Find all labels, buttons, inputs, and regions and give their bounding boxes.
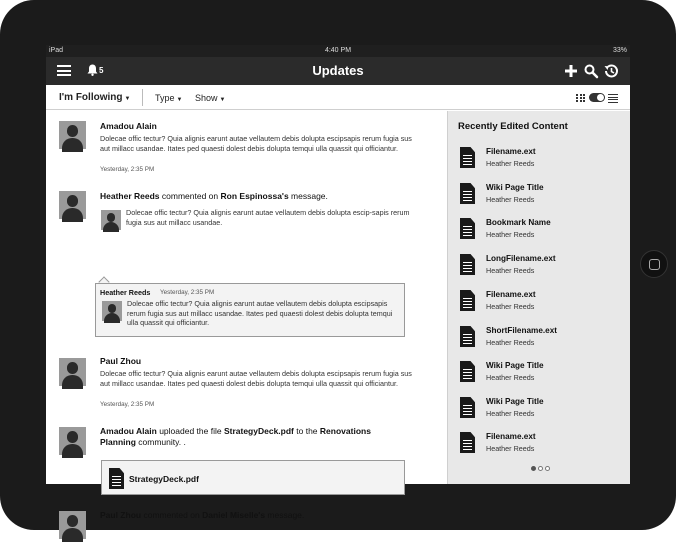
recent-item-name: Bookmark Name <box>486 218 551 227</box>
device-label: iPad <box>49 47 64 54</box>
home-button-icon <box>649 259 660 270</box>
list-view-icon[interactable] <box>608 94 618 102</box>
recent-item[interactable] <box>448 358 631 388</box>
recent-item-user: Heather Reeds <box>486 444 535 453</box>
recent-item-name: ShortFilename.ext <box>486 326 557 335</box>
recent-item-user: Heather Reeds <box>486 409 535 418</box>
file-icon <box>460 254 475 275</box>
post-community-link[interactable]: Renovations Planning <box>100 426 371 447</box>
reply-time: Yesterday, 2:35 PM <box>160 289 215 296</box>
reply-body: Dolecae offic tectur? Quia alignis earunt autae vellautem debis dolupta escipsapis rerum fugia sus aut millacc usandae. Itates ped quaesti dolest debis dolupta temqui ulla quassit qui officiantur. <box>127 299 393 327</box>
recent-item-name: Filename.ext <box>486 147 536 156</box>
panel-title: Recently Edited Content <box>458 121 568 132</box>
show-label: Show <box>195 93 218 103</box>
grid-view-icon[interactable] <box>576 94 585 102</box>
post-suffix: message. <box>291 191 328 201</box>
chevron-down-icon: ▼ <box>219 97 226 103</box>
file-icon <box>109 468 124 489</box>
notification-count: 5 <box>99 66 104 75</box>
avatar[interactable] <box>59 358 86 386</box>
type-dropdown[interactable] <box>155 93 182 103</box>
avatar[interactable] <box>59 427 86 455</box>
type-label: Type <box>155 93 175 103</box>
following-label: I'm Following <box>59 92 123 103</box>
post-file-link[interactable]: StrategyDeck.pdf <box>223 426 294 436</box>
post-preposition: to the <box>296 426 318 436</box>
file-icon <box>460 361 475 382</box>
activity-feed <box>46 111 447 520</box>
post-suffix: message. <box>267 510 305 520</box>
recent-item[interactable] <box>448 429 631 459</box>
attachment-name: StrategyDeck.pdf <box>129 474 199 484</box>
home-button[interactable] <box>640 250 668 278</box>
post-suffix: community. . <box>138 437 186 447</box>
file-attachment[interactable] <box>101 460 405 495</box>
page-dots[interactable] <box>531 466 551 472</box>
recent-item-user: Heather Reeds <box>486 195 535 204</box>
chevron-down-icon: ▼ <box>124 96 131 102</box>
recent-item[interactable] <box>448 251 631 281</box>
avatar <box>102 301 122 321</box>
page-title: Updates <box>312 63 364 78</box>
recent-item-name: Filename.ext <box>486 290 536 299</box>
view-toggle[interactable] <box>589 93 605 102</box>
file-icon <box>460 147 475 168</box>
following-dropdown[interactable] <box>59 92 130 103</box>
show-dropdown[interactable] <box>195 93 225 103</box>
page-dot[interactable] <box>538 466 543 471</box>
clock: 4:40 PM <box>324 47 352 54</box>
recent-item-user: Heather Reeds <box>486 159 535 168</box>
avatar[interactable] <box>59 511 86 539</box>
post-body: Dolecae offic tectur? Quia alignis earunt autae vellautem debis dolupta escipsapis rerum fugia sus aut millacc usandae. Itates ped quaesti dolest debis dolupta temqui ulla quassit qui officiantur. <box>100 369 412 388</box>
post-body: Dolecae offic tectur? Quia alignis earunt autae vellautem debis dolupta escipsapis rerum fugia sus aut millacc usandae. Itates ped quaesti dolest debis dolupta temqui ulla quassit qui officiantur. <box>100 134 412 153</box>
battery-level: 33% <box>612 47 627 54</box>
recent-item-name: Wiki Page Title <box>486 183 544 192</box>
post-verb: commented on <box>143 510 200 520</box>
post-verb: uploaded the file <box>159 426 222 436</box>
recent-item-user: Heather Reeds <box>486 302 535 311</box>
recent-item-user: Heather Reeds <box>486 338 535 347</box>
file-icon <box>460 183 475 204</box>
recent-item-user: Heather Reeds <box>486 266 535 275</box>
post-target[interactable]: Ron Espinossa's <box>220 191 289 201</box>
file-icon <box>460 397 475 418</box>
recent-item[interactable] <box>448 323 631 353</box>
recent-item-name: Wiki Page Title <box>486 397 544 406</box>
recent-item-name: LongFilename.ext <box>486 254 556 263</box>
page-dot[interactable] <box>531 466 536 471</box>
recent-item[interactable] <box>448 215 631 245</box>
post-verb: commented on <box>161 191 219 201</box>
recent-item-name: Wiki Page Title <box>486 361 544 370</box>
post-author[interactable]: Paul Zhou <box>100 510 142 520</box>
file-icon <box>460 290 475 311</box>
recent-content-panel <box>447 111 630 484</box>
post-time: Yesterday, 2:35 PM <box>100 401 155 408</box>
chevron-down-icon: ▼ <box>176 97 183 103</box>
plus-icon[interactable] <box>563 63 579 79</box>
search-icon[interactable] <box>583 63 599 79</box>
post-author[interactable]: Amadou Alain <box>100 426 157 436</box>
reply-author[interactable]: Heather Reeds <box>100 288 151 297</box>
recent-item-user: Heather Reeds <box>486 373 535 382</box>
file-icon <box>460 432 475 453</box>
post-author[interactable]: Amadou Alain <box>100 121 157 131</box>
history-icon[interactable] <box>603 63 619 79</box>
post-author[interactable]: Heather Reeds <box>100 191 160 201</box>
page-dot[interactable] <box>545 466 550 471</box>
file-icon <box>460 218 475 239</box>
post-author[interactable]: Paul Zhou <box>100 356 142 366</box>
avatar[interactable] <box>101 210 121 230</box>
post-headline <box>100 510 440 520</box>
status-bar <box>46 45 630 57</box>
post-target[interactable]: Daniel Miselle's <box>202 510 266 520</box>
avatar[interactable] <box>59 121 86 149</box>
divider <box>142 89 143 106</box>
recent-item[interactable] <box>448 394 631 424</box>
post-headline <box>100 426 400 448</box>
recent-item-name: Filename.ext <box>486 432 536 441</box>
file-icon <box>460 326 475 347</box>
recent-item[interactable] <box>448 144 631 174</box>
comment-body: Dolecae offic tectur? Quia alignis earunt autae vellautem debis dolupta escip-sapis rerum fugia sus aut millacc usandae. <box>126 208 410 227</box>
reply-card[interactable] <box>95 283 405 337</box>
recent-item[interactable] <box>448 287 631 317</box>
nav-bar <box>46 57 630 85</box>
filter-toolbar <box>46 85 630 110</box>
screen <box>46 45 630 520</box>
post-headline <box>100 191 440 201</box>
recent-item-user: Heather Reeds <box>486 230 535 239</box>
post-time: Yesterday, 2:35 PM <box>100 166 155 173</box>
avatar[interactable] <box>59 191 86 219</box>
recent-item[interactable] <box>448 180 631 210</box>
